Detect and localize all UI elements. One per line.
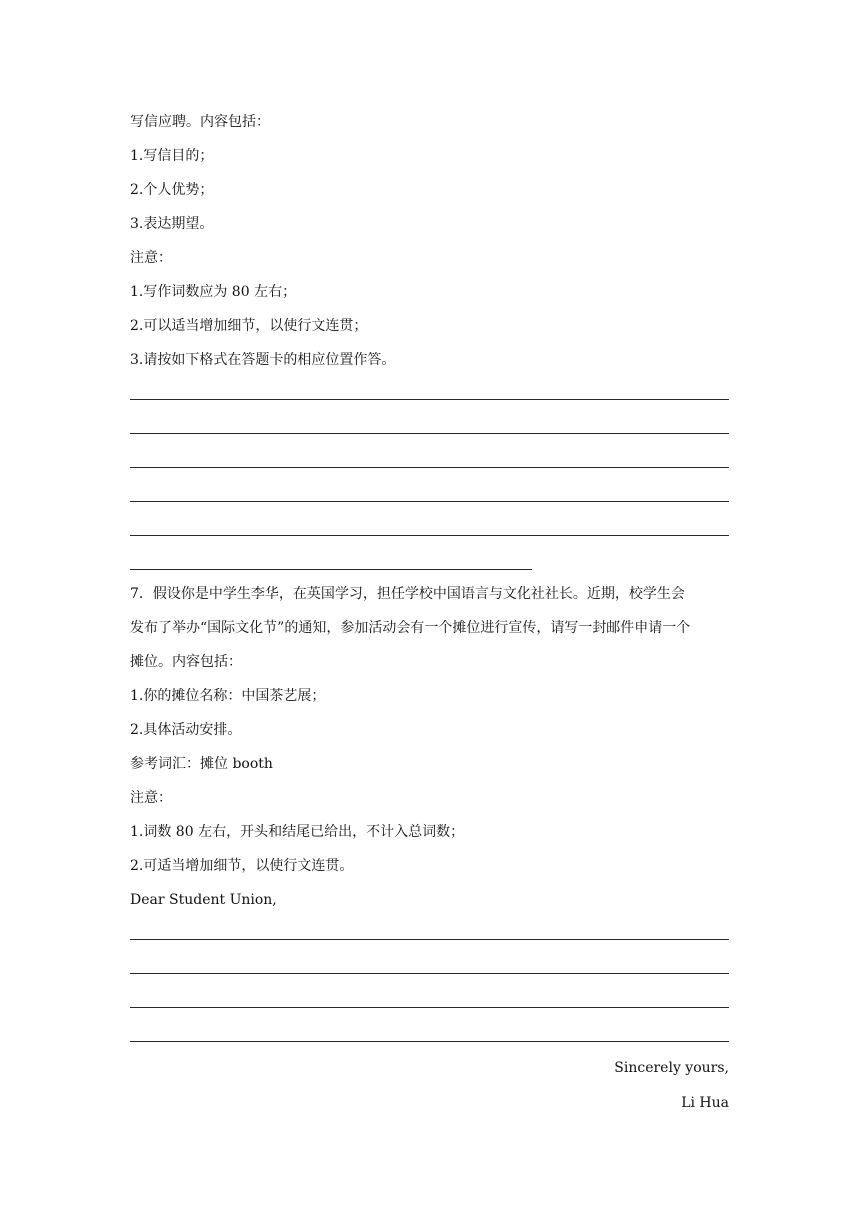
section1-content-item-2: 2.个人优势； [130, 182, 214, 198]
question7-prompt-line-2: 发布了举办“国际文化节”的通知，参加活动会有一个摊位进行宣传，请写一封邮件申请一个 [130, 620, 691, 636]
section1-content-item-3: 3.表达期望。 [130, 216, 214, 232]
question7-content-item-2: 2.具体活动安排。 [130, 722, 242, 738]
question7-note-1: 1.词数 80 左右，开头和结尾已给出，不计入总词数； [130, 824, 465, 840]
letter-salutation: Dear Student Union, [130, 892, 277, 908]
section1-intro: 写信应聘。内容包括： [130, 114, 270, 130]
question7-content-item-1: 1.你的摊位名称：中国茶艺展； [130, 688, 326, 704]
question7-notes-heading: 注意： [130, 790, 172, 806]
question7-note-2: 2.可适当增加细节，以使行文连贯。 [130, 858, 354, 874]
letter-signature: Li Hua [681, 1095, 729, 1111]
letter-closing: Sincerely yours, [614, 1060, 729, 1076]
section1-notes-heading: 注意： [130, 250, 172, 266]
answer-line [130, 433, 729, 434]
answer-line [130, 467, 729, 468]
question7-prompt-line-3: 摊位。内容包括： [130, 654, 242, 670]
answer-line [130, 939, 729, 940]
section1-note-3: 3.请按如下格式在答题卡的相应位置作答。 [130, 352, 396, 368]
answer-line [130, 973, 729, 974]
section1-note-1: 1.写作词数应为 80 左右； [130, 284, 297, 300]
section1-content-item-1: 1.写信目的； [130, 148, 214, 164]
question7-vocab: 参考词汇：摊位 booth [130, 756, 273, 772]
section1-note-2: 2.可以适当增加细节，以使行文连贯； [130, 318, 368, 334]
answer-line [130, 1041, 729, 1042]
answer-line [130, 501, 729, 502]
answer-line [130, 1007, 729, 1008]
answer-line [130, 399, 729, 400]
answer-line [130, 535, 729, 536]
answer-line-short [130, 569, 532, 570]
question7-prompt-line-1: 7．假设你是中学生李华，在英国学习，担任学校中国语言与文化社社长。近期，校学生会 [130, 586, 685, 602]
